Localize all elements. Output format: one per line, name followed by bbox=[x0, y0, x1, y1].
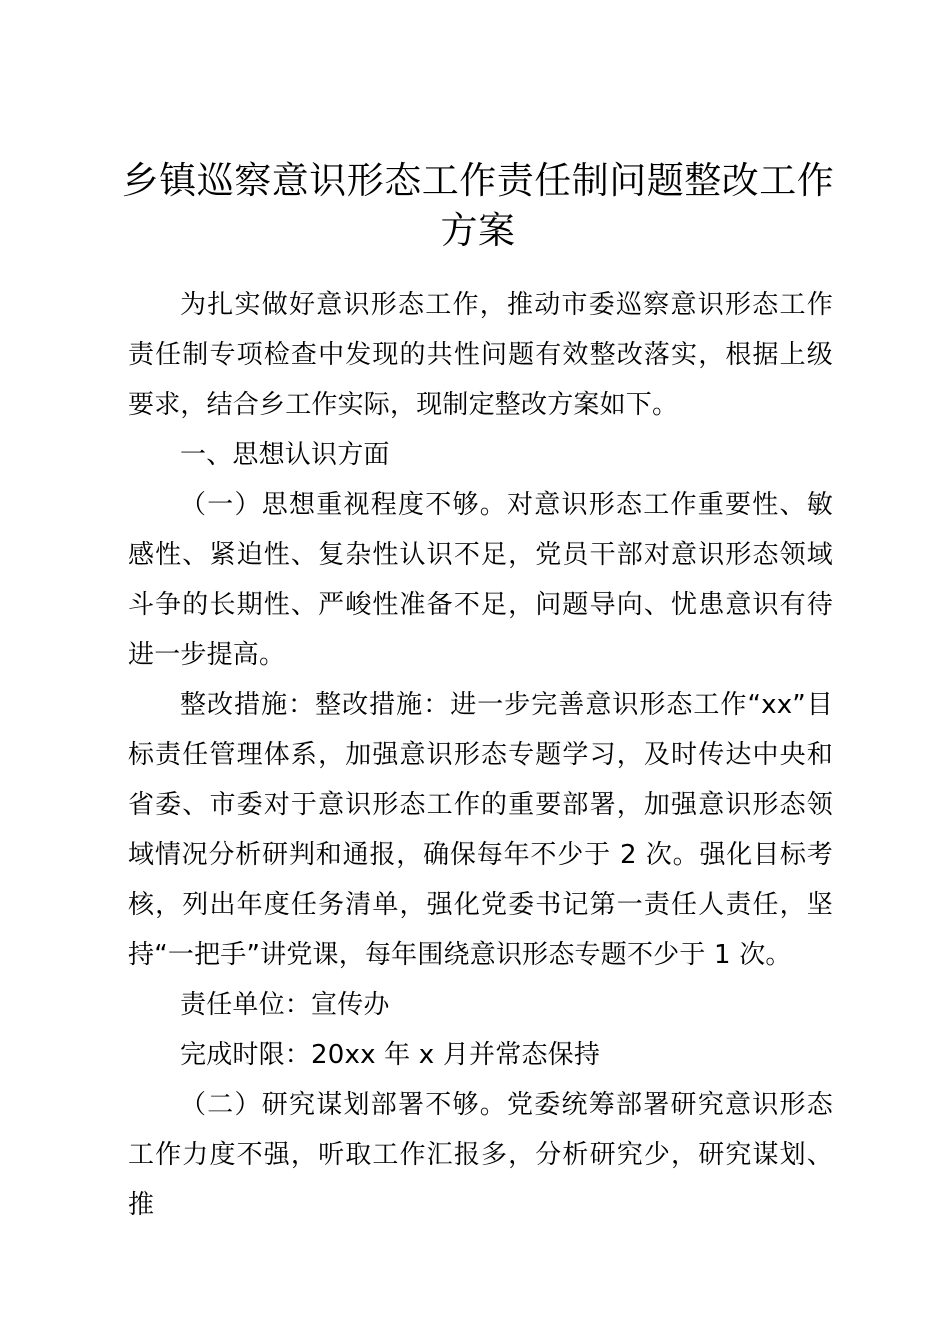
document-body bbox=[128, 280, 833, 1230]
responsible-unit: 责任单位：宣传办 bbox=[180, 990, 390, 1020]
intro-paragraph: 为扎实做好意识形态工作，推动市委巡察意识形态工作责任制专项检查中发现的共性问题有效整改落实，根据上级要求，结合乡工作实际，现制定整改方案如下。 bbox=[128, 290, 833, 420]
issue-paragraph-1: （一）思想重视程度不够。对意识形态工作重要性、敏感性、紧迫性、复杂性认识不足，党员干部对意识形态领域斗争的长期性、严峻性准备不足，问题导向、忧患意识有待进一步提高。 bbox=[128, 490, 833, 670]
issue-paragraph-2: （二）研究谋划部署不够。党委统筹部署研究意识形态工作力度不强，听取工作汇报多，分析研究少，研究谋划、推 bbox=[128, 1090, 833, 1220]
section-heading: 一、思想认识方面 bbox=[180, 440, 390, 470]
deadline: 完成时限：20xx 年 x 月并常态保持 bbox=[180, 1040, 601, 1070]
measures-paragraph: 整改措施：整改措施：进一步完善意识形态工作“xx”目标责任管理体系，加强意识形态专题学习，及时传达中央和省委、市委对于意识形态工作的重要部署，加强意识形态领域情况分析研判和通报，确保每年不少于 2 次。强化目标考核，列出年度任务清单，强化党委书记第一责任人责任，坚持“一把手”讲党课，每年围绕意识形态专题不少于 1 次。 bbox=[128, 690, 833, 970]
document-title: 乡镇巡察意识形态工作责任制问题整改工作方案 bbox=[121, 159, 835, 252]
